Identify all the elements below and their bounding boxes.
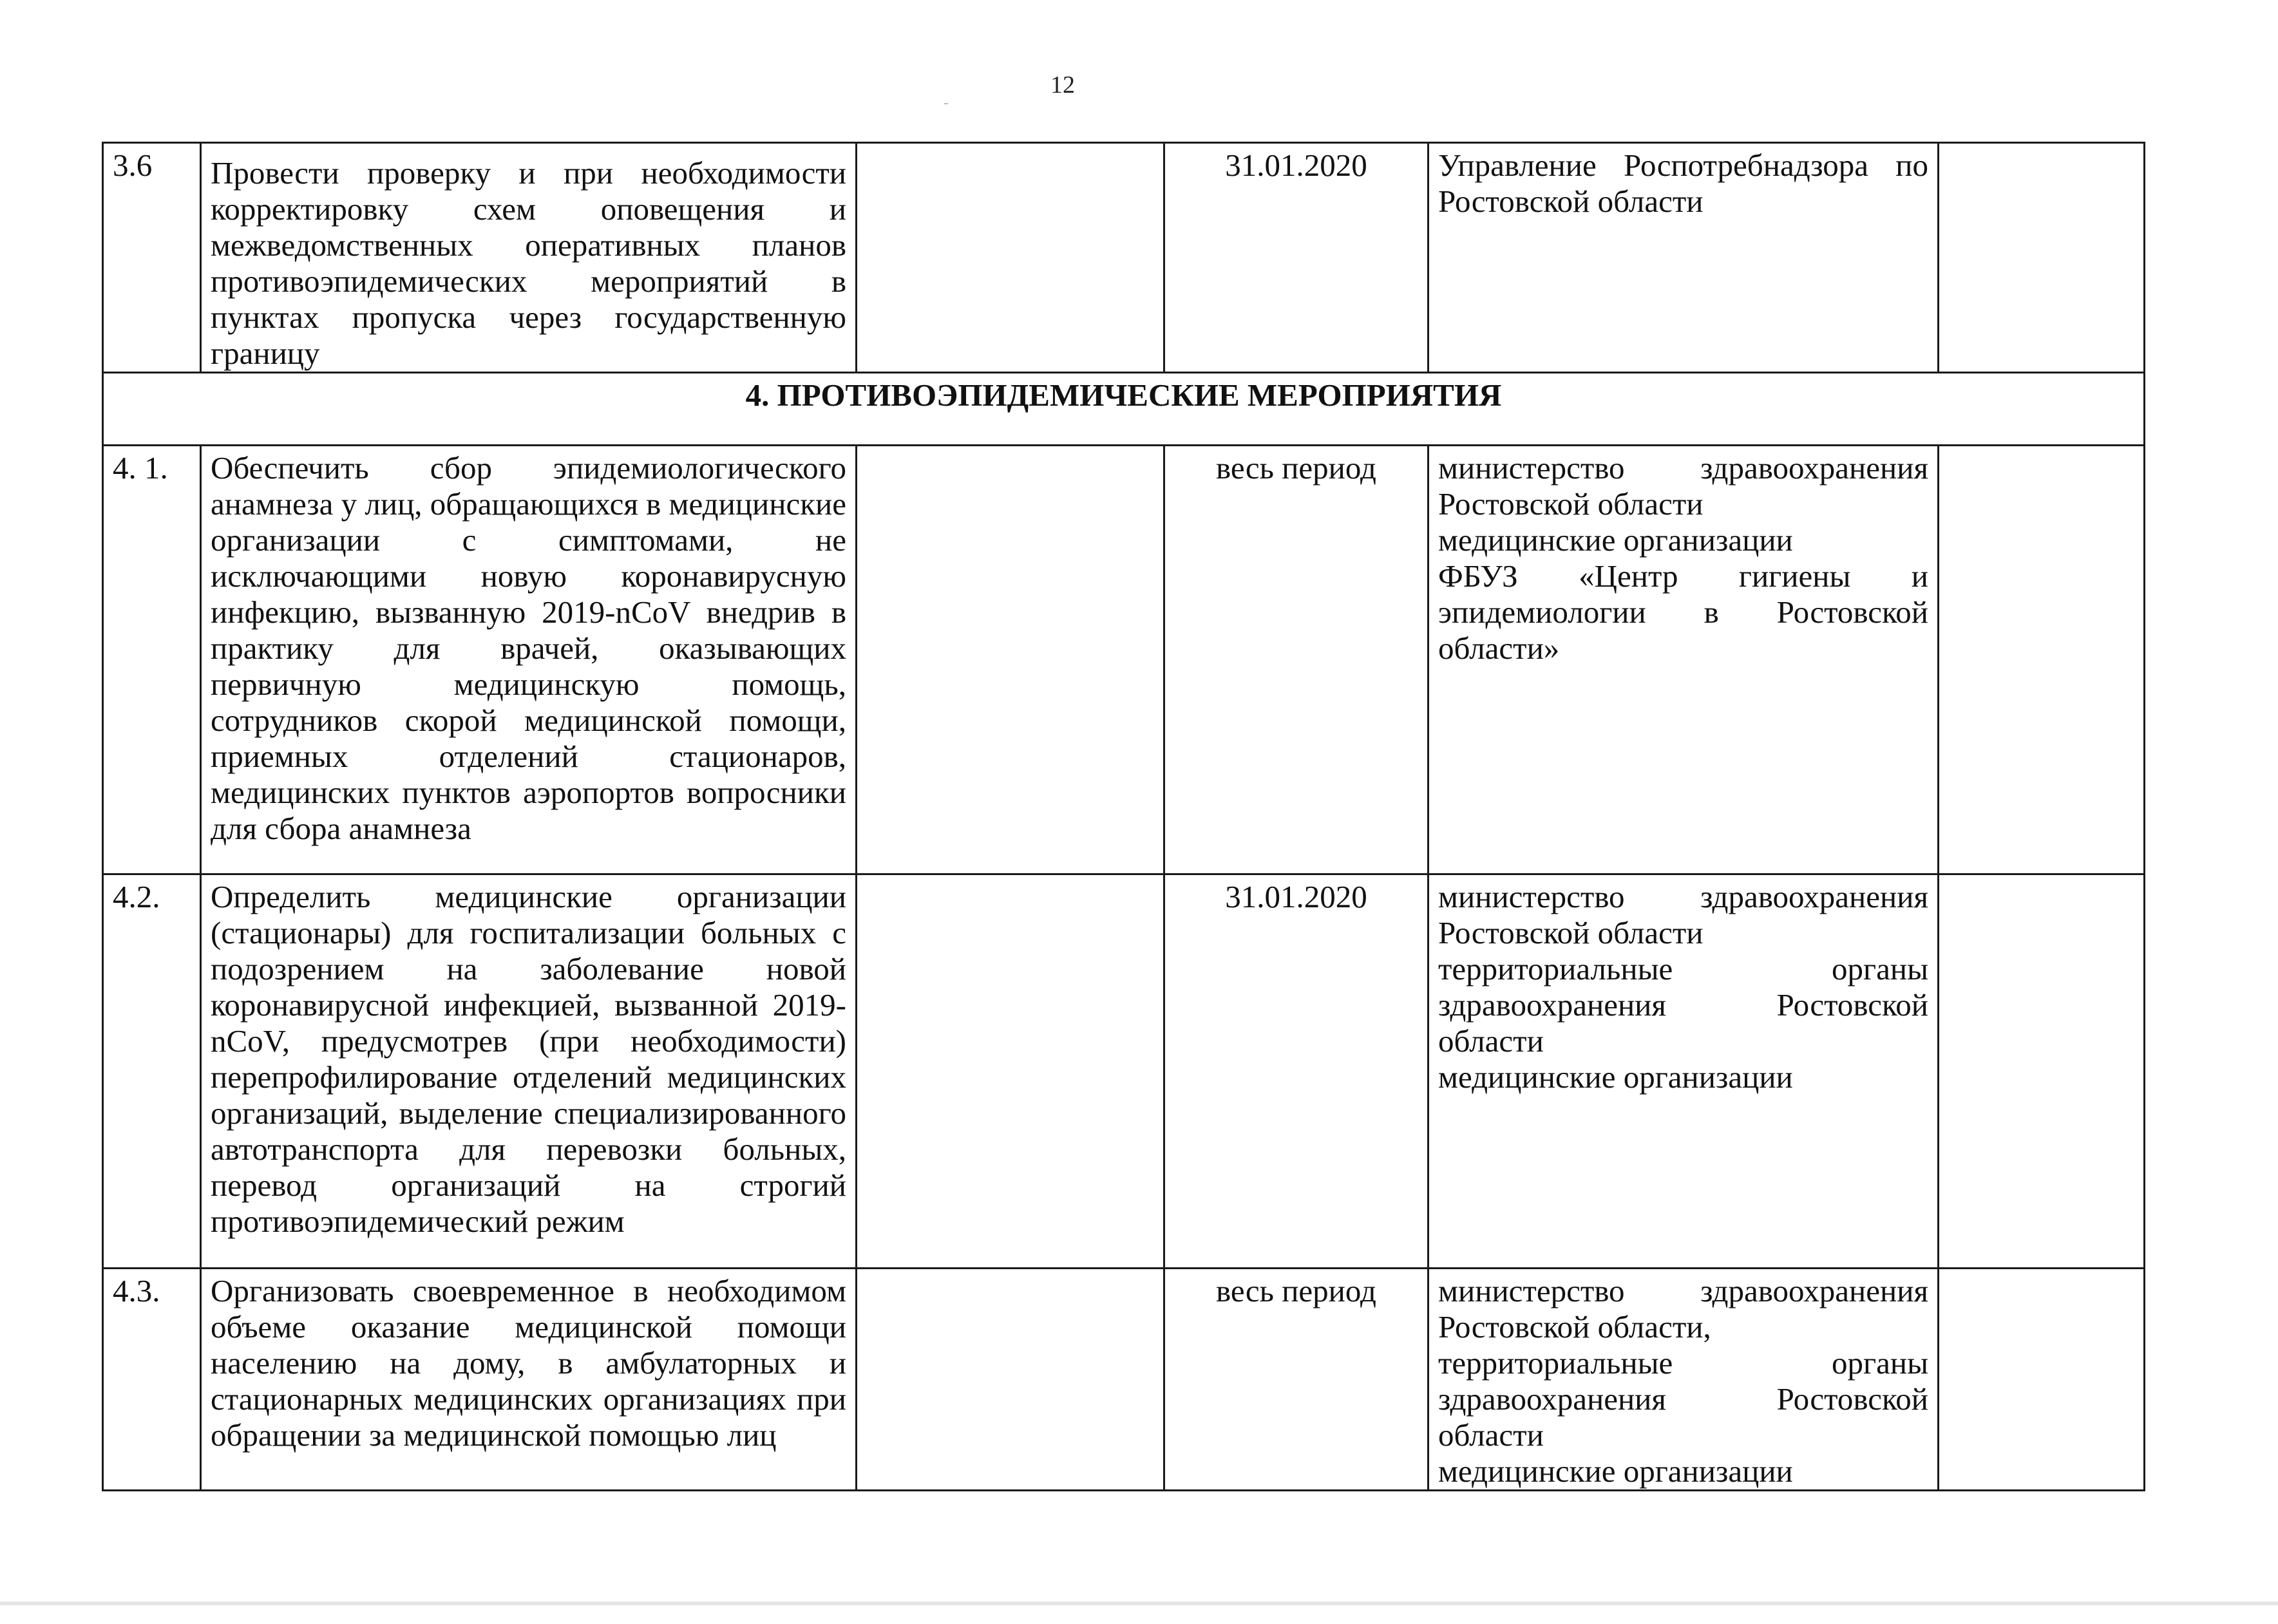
- responsible-line: территориальные органы здравоохранения Ростовской области: [1438, 1345, 1928, 1453]
- section-row: [103, 373, 2145, 446]
- responsible-line: Управление Роспотребнадзора по Ростовской области: [1438, 147, 1928, 219]
- deadline: весь период: [1164, 1269, 1428, 1491]
- row-number: 4.2.: [103, 874, 201, 1269]
- action-text: Определить медицинские организации (стационары) для госпитализации больных с подозрением на заболевание новой коронавирусной инфекцией, вызванной 2019-nCoV, предусмотрев (при необходимости) перепрофилирование отделений медицинских организаций, выделение специализированного автотранспорта для перевозки больных, перевод организаций на строгий противоэпидемический режим: [201, 874, 857, 1269]
- table-row: [103, 1269, 2145, 1491]
- note-cell: [1939, 446, 2145, 874]
- table-row: [103, 874, 2145, 1269]
- deadline: 31.01.2020: [1164, 143, 1428, 373]
- responsible: [1428, 446, 1939, 874]
- row-number: 4. 1.: [103, 446, 201, 874]
- responsible-line: министерство здравоохранения Ростовской области: [1438, 879, 1928, 950]
- empty-cell: [857, 1269, 1164, 1491]
- table-row: [103, 446, 2145, 874]
- responsible-line: территориальные органы здравоохранения Ростовской области: [1438, 951, 1928, 1059]
- scan-edge: [0, 1601, 2278, 1605]
- row-number: 3.6: [103, 143, 201, 373]
- empty-cell: [857, 143, 1164, 373]
- action-text: Организовать своевременное в необходимом объеме оказание медицинской помощи населению на дому, в амбулаторных и стационарных медицинских организациях при обращении за медицинской помощью лиц: [201, 1269, 857, 1491]
- empty-cell: [857, 874, 1164, 1269]
- responsible: [1428, 1269, 1939, 1491]
- scan-mark: [944, 103, 948, 104]
- section-title: 4. ПРОТИВОЭПИДЕМИЧЕСКИЕ МЕРОПРИЯТИЯ: [103, 373, 2145, 446]
- note-cell: [1939, 1269, 2145, 1491]
- measures-table: [102, 142, 2145, 1491]
- table-row: [103, 143, 2145, 373]
- responsible-line: медицинские организации: [1438, 522, 1793, 558]
- responsible-line: медицинские организации: [1438, 1059, 1793, 1095]
- page-number: 12: [1050, 71, 1075, 99]
- deadline: 31.01.2020: [1164, 874, 1428, 1269]
- responsible-line: министерство здравоохранения Ростовской области,: [1438, 1273, 1928, 1345]
- note-cell: [1939, 874, 2145, 1269]
- responsible: [1428, 874, 1939, 1269]
- empty-cell: [857, 446, 1164, 874]
- action-text: Провести проверку и при необходимости корректировку схем оповещения и межведомственных оперативных планов противоэпидемических мероприятий в пунктах пропуска через государственную границу: [201, 143, 857, 373]
- deadline: весь период: [1164, 446, 1428, 874]
- responsible-line: ФБУЗ «Центр гигиены и эпидемиологии в Ростовской области»: [1438, 558, 1928, 666]
- responsible-line: медицинские организации: [1438, 1453, 1793, 1489]
- row-number: 4.3.: [103, 1269, 201, 1491]
- responsible: [1428, 143, 1939, 373]
- responsible-line: министерство здравоохранения Ростовской области: [1438, 450, 1928, 522]
- action-text: Обеспечить сбор эпидемиологического анамнеза у лиц, обращающихся в медицинские организации с симптомами, не исключающими новую коронавирусную инфекцию, вызванную 2019-nCoV внедрив в практику для врачей, оказывающих первичную медицинскую помощь, сотрудников скорой медицинской помощи, приемных отделений стационаров, медицинских пунктов аэропортов вопросники для сбора анамнеза: [201, 446, 857, 874]
- note-cell: [1939, 143, 2145, 373]
